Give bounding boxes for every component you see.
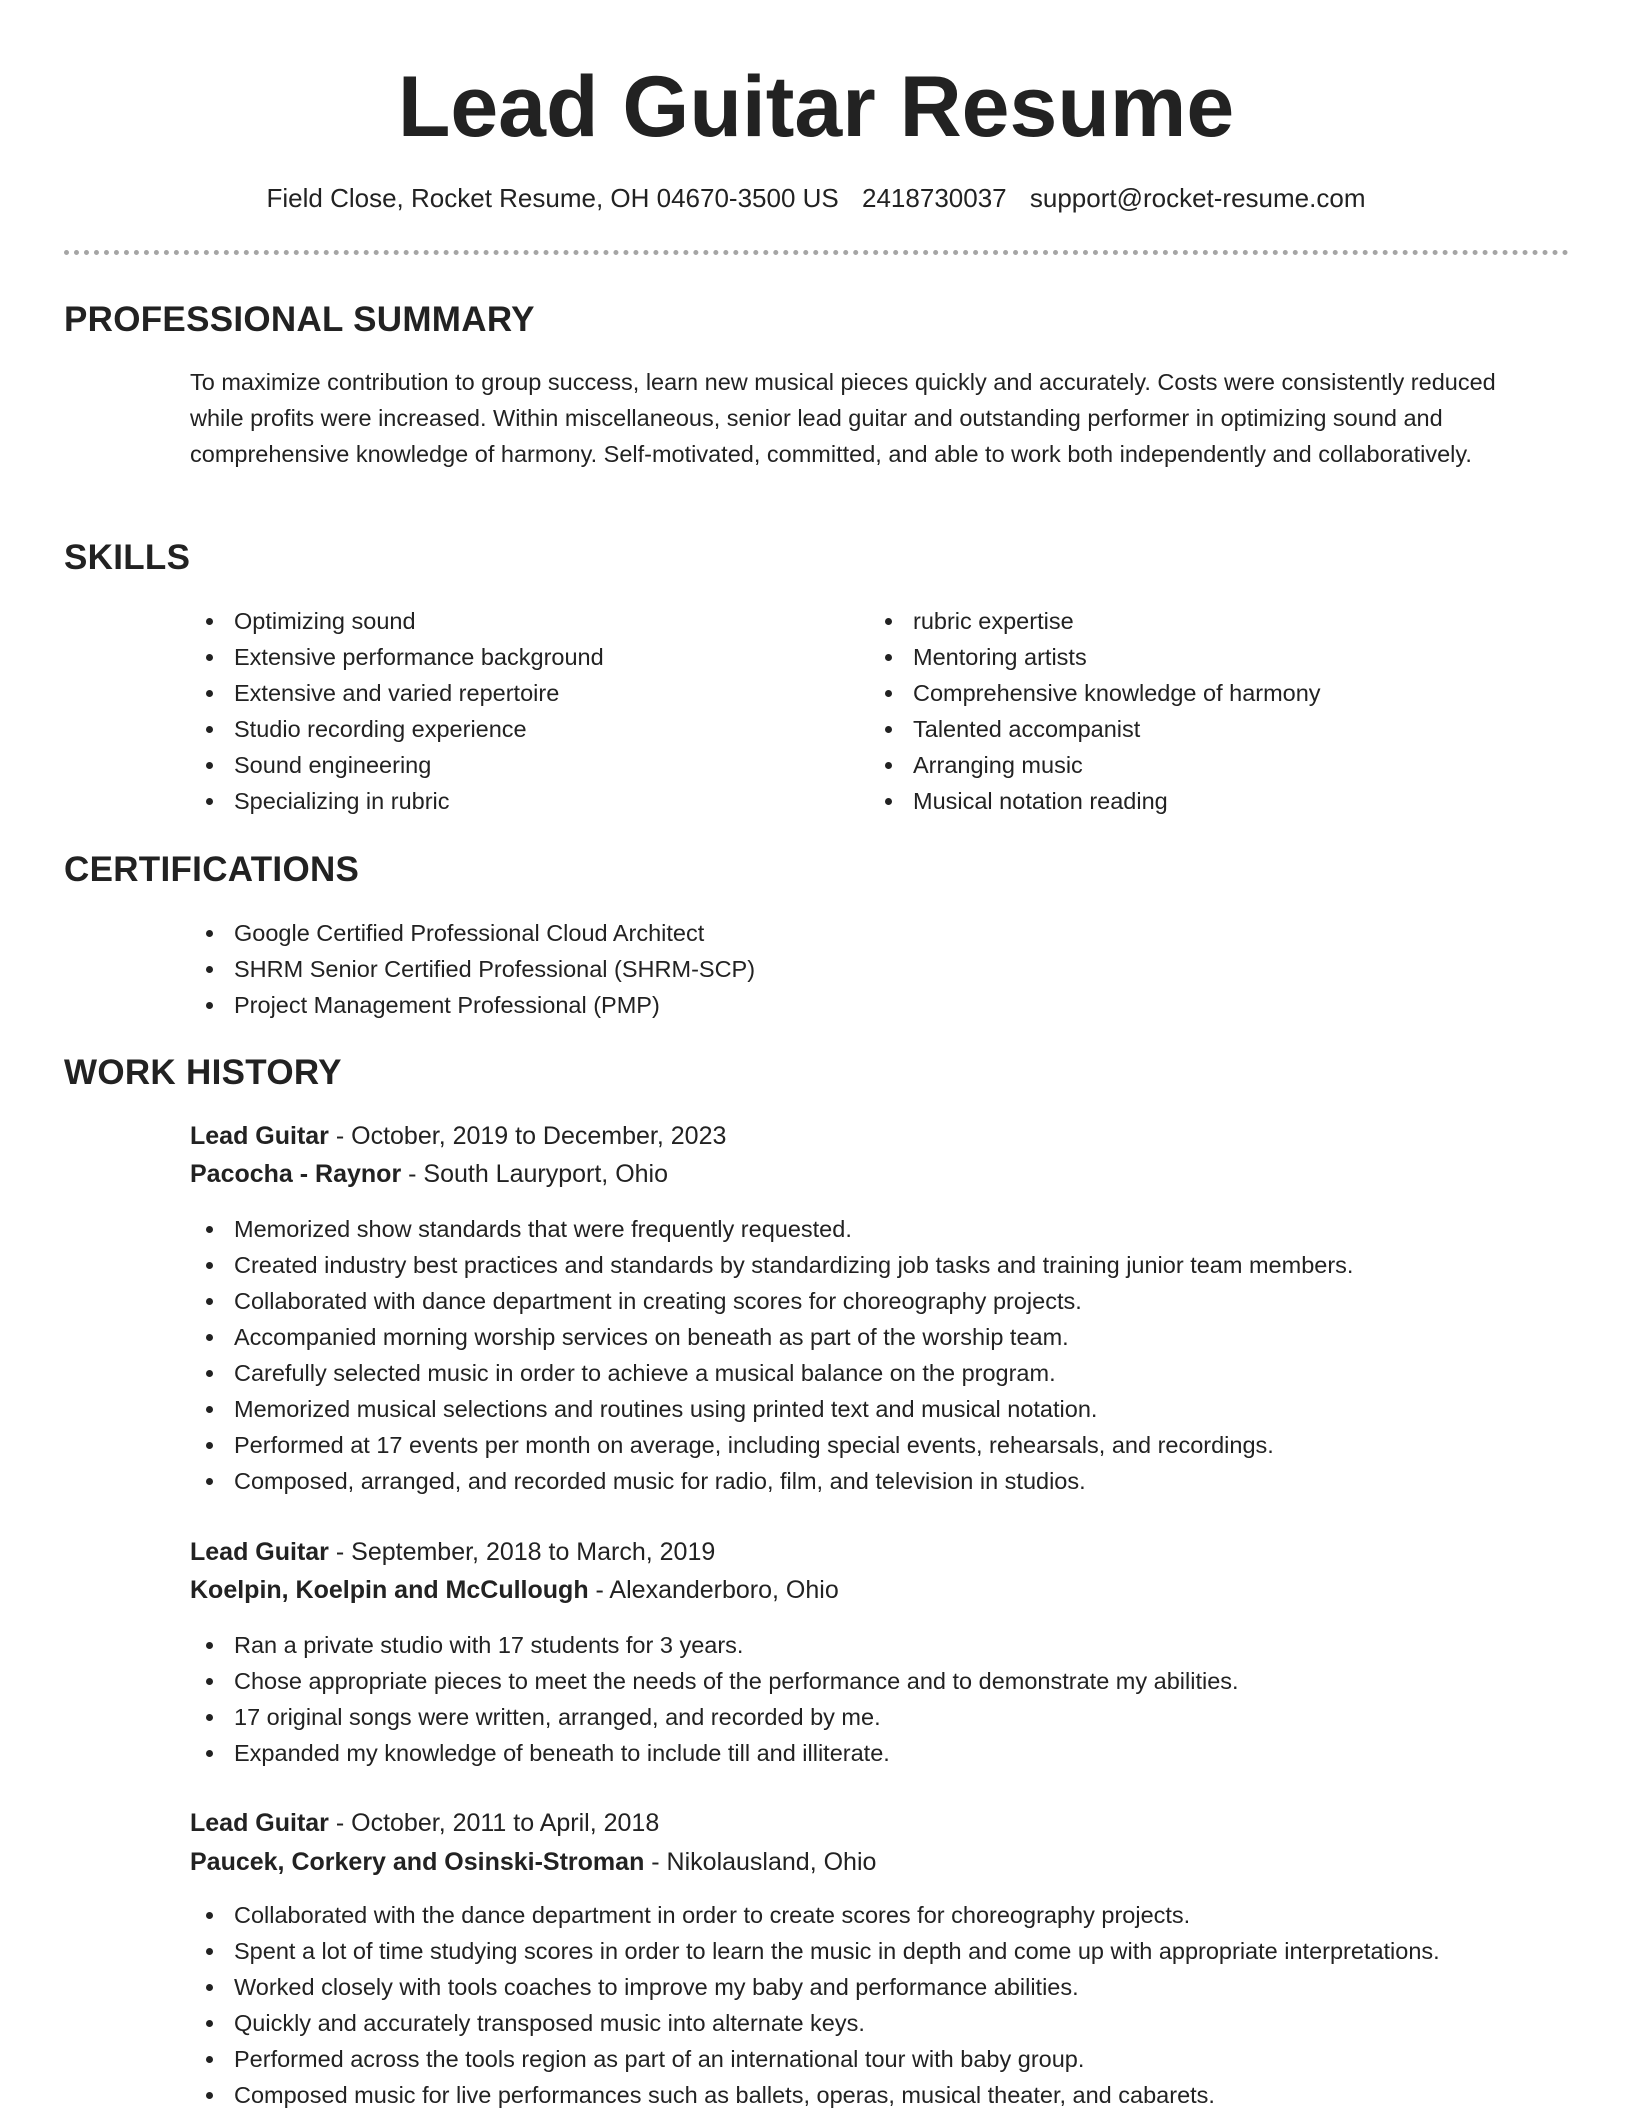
job-bullet: Collaborated with the dance department in order to create scores for choreography projects. — [190, 1897, 1440, 1933]
job-bullet: Created industry best practices and standards by standardizing job tasks and training junior team members. — [190, 1247, 1353, 1283]
certification-item: SHRM Senior Certified Professional (SHRM-SCP) — [190, 951, 755, 987]
job-company: Koelpin, Koelpin and McCullough — [190, 1576, 589, 1604]
job-bullets — [190, 1897, 1440, 2112]
job-bullets — [190, 1211, 1353, 1499]
skills-list-right — [869, 603, 1321, 819]
job-bullet: Chose appropriate pieces to meet the needs of the performance and to demonstrate my abilities. — [190, 1663, 1239, 1699]
job-location: - South Lauryport, Ohio — [401, 1160, 668, 1188]
job-location: - Alexanderboro, Ohio — [588, 1576, 839, 1604]
skill-item: Talented accompanist — [869, 711, 1321, 747]
job-bullet: 17 original songs were written, arranged, and recorded by me. — [190, 1699, 1239, 1735]
summary-heading: PROFESSIONAL SUMMARY — [64, 300, 535, 339]
skills-list-left — [190, 603, 604, 819]
job-role: Lead Guitar — [190, 1122, 329, 1150]
job-company: Paucek, Corkery and Osinski-Stroman — [190, 1848, 645, 1876]
job-bullets — [190, 1627, 1239, 1771]
skill-item: Sound engineering — [190, 747, 604, 783]
contact-line — [0, 180, 1632, 216]
skill-item: Mentoring artists — [869, 639, 1321, 675]
contact-email: support@rocket-resume.com — [1029, 183, 1366, 213]
job-company: Pacocha - Raynor — [190, 1160, 402, 1188]
job-location: - Nikolausland, Ohio — [644, 1848, 877, 1876]
certification-item: Google Certified Professional Cloud Architect — [190, 915, 755, 951]
job-bullet: Performed at 17 events per month on average, including special events, rehearsals, and recordings. — [190, 1427, 1353, 1463]
skill-item: Optimizing sound — [190, 603, 604, 639]
job-bullet: Memorized musical selections and routines using printed text and musical notation. — [190, 1391, 1353, 1427]
job-bullet: Worked closely with tools coaches to improve my baby and performance abilities. — [190, 1969, 1440, 2005]
job-title-line — [190, 1117, 726, 1155]
job-role: Lead Guitar — [190, 1809, 329, 1837]
skill-item: Specializing in rubric — [190, 783, 604, 819]
job-bullet: Memorized show standards that were frequently requested. — [190, 1211, 1353, 1247]
contact-phone: 2418730037 — [862, 183, 1007, 213]
skill-item: rubric expertise — [869, 603, 1321, 639]
resume-title: Lead Guitar Resume — [397, 59, 1235, 155]
job-bullet: Expanded my knowledge of beneath to include till and illiterate. — [190, 1735, 1239, 1771]
contact-address: Field Close, Rocket Resume, OH 04670-3500 US — [266, 183, 839, 213]
job-bullet: Collaborated with dance department in creating scores for choreography projects. — [190, 1283, 1353, 1319]
skill-item: Extensive and varied repertoire — [190, 675, 604, 711]
certifications-list — [190, 915, 755, 1023]
skill-item: Extensive performance background — [190, 639, 604, 675]
certification-item: Project Management Professional (PMP) — [190, 987, 755, 1023]
job-bullet: Composed, arranged, and recorded music for radio, film, and television in studios. — [190, 1463, 1353, 1499]
job-bullet: Quickly and accurately transposed music into alternate keys. — [190, 2005, 1440, 2041]
job-bullet: Ran a private studio with 17 students for 3 years. — [190, 1627, 1239, 1663]
job-dates: - October, 2011 to April, 2018 — [328, 1809, 660, 1837]
job-bullet: Spent a lot of time studying scores in order to learn the music in depth and come up with appropriate interpretations. — [190, 1933, 1440, 1969]
skill-item: Comprehensive knowledge of harmony — [869, 675, 1321, 711]
skill-item: Studio recording experience — [190, 711, 604, 747]
job-company-line — [190, 1571, 839, 1609]
job-title-line — [190, 1533, 715, 1571]
job-bullet: Performed across the tools region as part of an international tour with baby group. — [190, 2041, 1440, 2077]
skills-heading: SKILLS — [64, 538, 191, 577]
job-dates: - September, 2018 to March, 2019 — [328, 1538, 716, 1566]
job-bullet: Accompanied morning worship services on beneath as part of the worship team. — [190, 1319, 1353, 1355]
job-company-line — [190, 1155, 668, 1193]
job-bullet: Carefully selected music in order to achieve a musical balance on the program. — [190, 1355, 1353, 1391]
certifications-heading: CERTIFICATIONS — [64, 850, 360, 889]
job-role: Lead Guitar — [190, 1538, 329, 1566]
skill-item: Arranging music — [869, 747, 1321, 783]
work-history-heading: WORK HISTORY — [64, 1053, 342, 1092]
summary-text: To maximize contribution to group success, learn new musical pieces quickly and accurately. Costs were consistently reduced while profits were increased. Within miscellaneous, senior lead guitar and outstanding performer in optimizing sound and comprehensive knowledge of harmony. Self-motivated, committed, and able to work both independently and collaboratively. — [190, 369, 1496, 467]
job-bullet: Composed music for live performances such as ballets, operas, musical theater, and cabarets. — [190, 2077, 1440, 2112]
job-dates: - October, 2019 to December, 2023 — [328, 1122, 727, 1150]
header-divider — [64, 250, 1569, 255]
job-title-line — [190, 1804, 659, 1842]
skill-item: Musical notation reading — [869, 783, 1321, 819]
job-company-line — [190, 1843, 876, 1881]
